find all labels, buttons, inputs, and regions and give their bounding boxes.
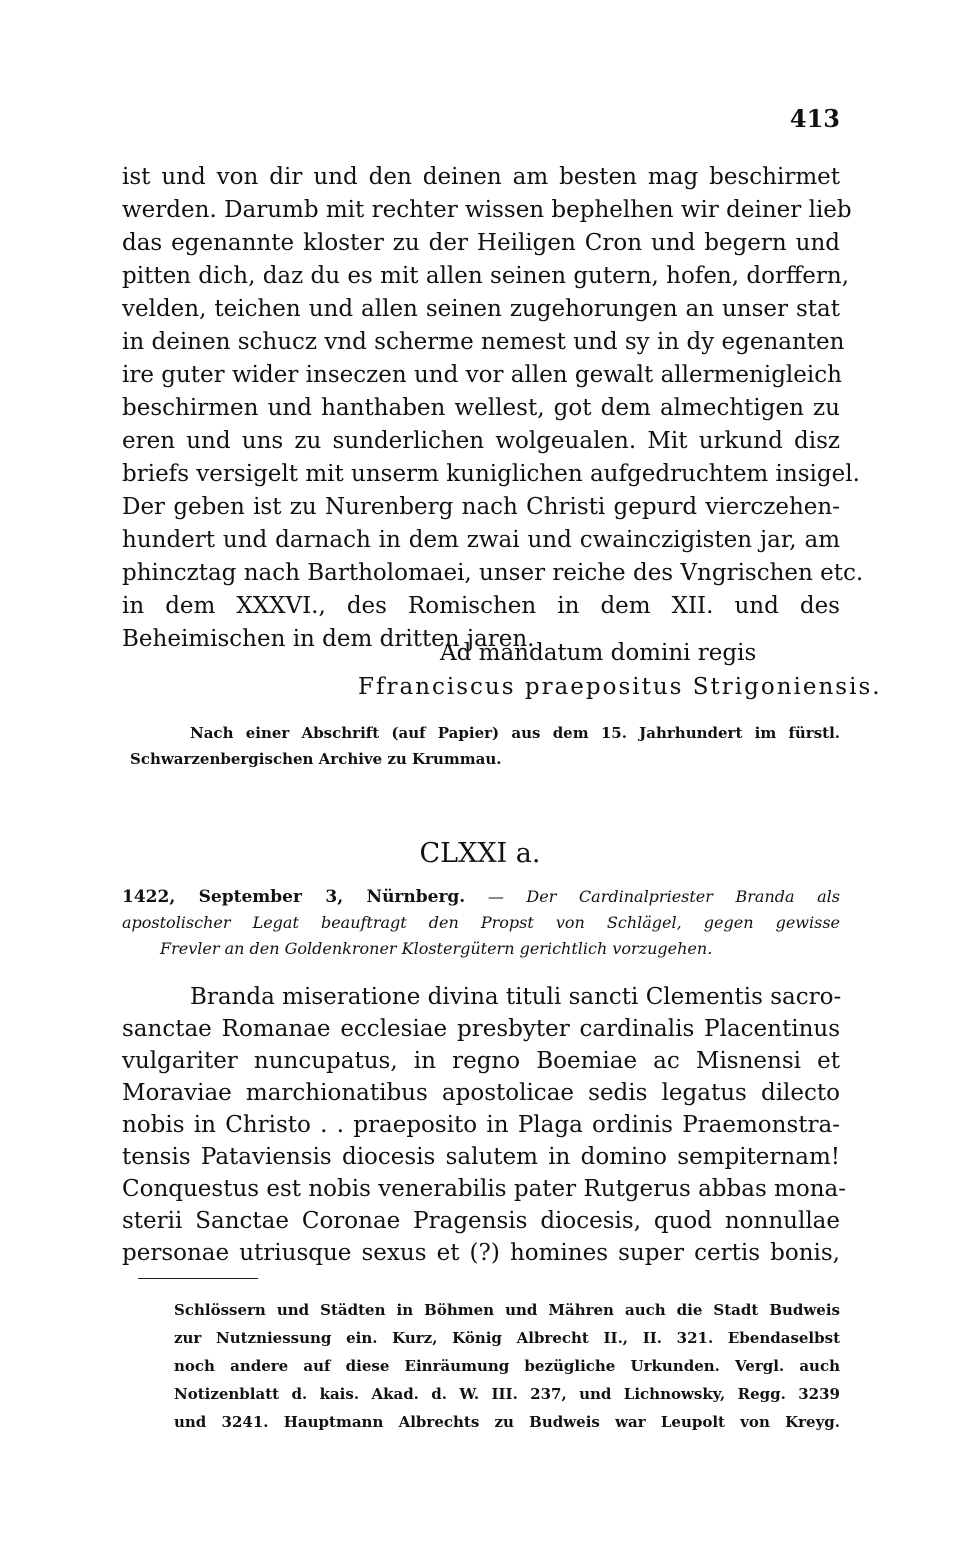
text-line: ist und von dir und den deinen am besten mag beschirmet: [122, 164, 840, 190]
body-line: Branda miseratione divina tituli sancti Clementis sacro-: [190, 984, 842, 1010]
text-line: Der geben ist zu Nurenberg nach Christi gepurd vierczehen-: [122, 494, 840, 520]
footnote-rule: [138, 1278, 258, 1279]
body-line: Conquestus est nobis venerabilis pater Rutgerus abbas mona-: [122, 1176, 847, 1202]
body-line: sterii Sanctae Coronae Pragensis diocesis, quod nonnullae: [122, 1208, 840, 1234]
body-line: Moraviae marchionatibus apostolicae sedis legatus dilecto: [122, 1080, 840, 1106]
footnote-line: und 3241. Hauptmann Albrechts zu Budweis war Leupolt von Kreyg.: [174, 1413, 840, 1431]
summary-line: apostolischer Legat beauftragt den Propst von Schlägel, gegen gewisse: [122, 913, 840, 932]
text-line: beschirmen und hanthaben wellest, got dem almechtigen zu: [122, 395, 840, 421]
text-line: in deinen schucz vnd scherme nemest und sy in dy egenanten: [122, 329, 845, 355]
text-line: werden. Darumb mit rechter wissen bephelhen wir deiner lieb: [122, 197, 852, 223]
body-line: vulgariter nuncupatus, in regno Boemiae ac Misnensi et: [122, 1048, 840, 1074]
footnote-line: Notizenblatt d. kais. Akad. d. W. III. 237, und Lichnowsky, Regg. 3239: [174, 1385, 840, 1403]
summary-date-place: 1422, September 3, Nürnberg.: [122, 887, 466, 907]
text-line: pitten dich, daz du es mit allen seinen gutern, hofen, dorffern,: [122, 263, 850, 289]
page-number: 413: [789, 104, 840, 133]
summary-line: [122, 884, 840, 910]
text-line: eren und uns zu sunderlichen wolgeualen. Mit urkund disz: [122, 428, 840, 454]
text-line: hundert und darnach in dem zwai und cwainczigisten jar, am: [122, 527, 840, 553]
source-note-line: Nach einer Abschrift (auf Papier) aus dem 15. Jahrhundert im fürstl.: [190, 724, 840, 742]
footnote-line: Schlössern und Städten in Böhmen und Mähren auch die Stadt Budweis: [174, 1301, 840, 1319]
footnote-line: noch andere auf diese Einräumung bezügliche Urkunden. Vergl. auch: [174, 1357, 840, 1375]
text-line: phincztag nach Bartholomaei, unser reiche des Vngrischen etc.: [122, 560, 864, 586]
text-line: in dem XXXVI., des Romischen in dem XII. und des: [122, 593, 840, 619]
summary-line: Frevler an den Goldenkroner Klostergütern gerichtlich vorzugehen.: [160, 939, 713, 958]
summary-text: — Der Cardinalpriester Branda als: [487, 887, 840, 906]
text-line: ire guter wider inseczen und vor allen gewalt allermenigleich: [122, 362, 842, 388]
text-line: briefs versigelt mit unserm kuniglichen aufgedruchtem insigel.: [122, 461, 860, 487]
text-line: Beheimischen in dem dritten jaren.: [122, 626, 535, 652]
document-heading: CLXXI a.: [419, 838, 541, 869]
body-line: nobis in Christo . . praeposito in Plaga ordinis Praemonstra-: [122, 1112, 840, 1138]
body-line: personae utriusque sexus et (?) homines super certis bonis,: [122, 1240, 840, 1266]
mandate-line: Ad mandatum domini regis: [440, 640, 757, 666]
text-line: velden, teichen und allen seinen zugehorungen an unser stat: [122, 296, 840, 322]
body-line: sanctae Romanae ecclesiae presbyter cardinalis Placentinus: [122, 1016, 840, 1042]
footnote-line: zur Nutzniessung ein. Kurz, König Albrecht II., II. 321. Ebendaselbst: [174, 1329, 840, 1347]
text-line: das egenannte kloster zu der Heiligen Cron und begern und: [122, 230, 840, 256]
signatory-line: Ffranciscus praepositus Strigoniensis.: [358, 674, 882, 700]
source-note-line: Schwarzenbergischen Archive zu Krummau.: [130, 750, 502, 768]
body-line: tensis Pataviensis diocesis salutem in domino sempiternam!: [122, 1144, 840, 1170]
